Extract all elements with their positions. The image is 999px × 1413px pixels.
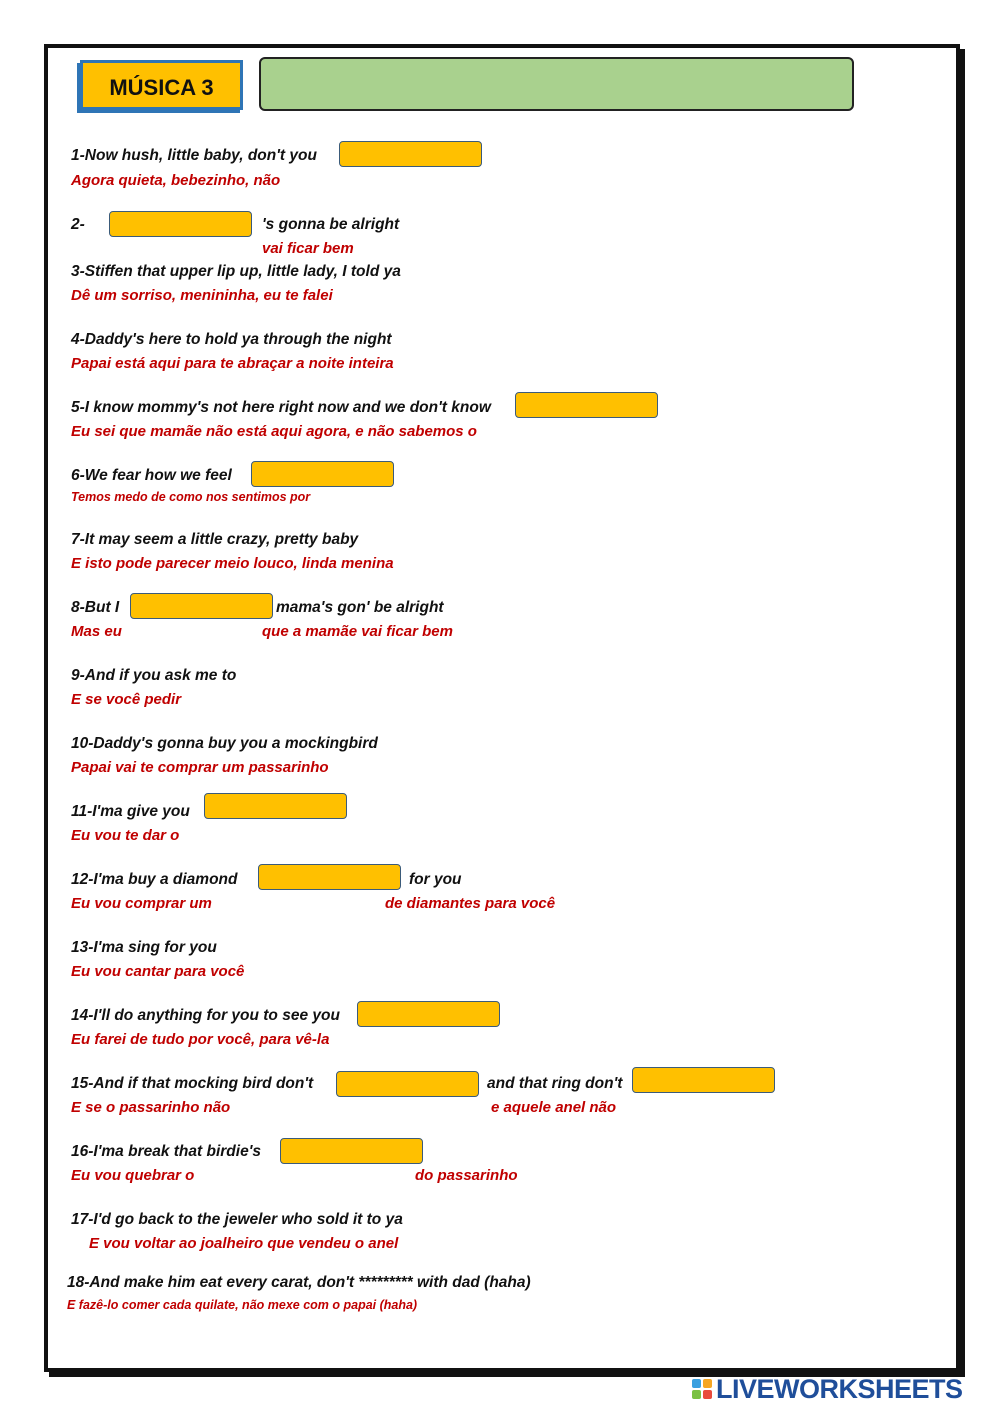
line-5-portuguese: Eu sei que mamãe não está aqui agora, e não sabemos o xyxy=(71,423,477,440)
blank-16[interactable] xyxy=(280,1138,423,1164)
line-8-portuguese-start: Mas eu xyxy=(71,623,122,640)
line-10-portuguese: Papai vai te comprar um passarinho xyxy=(71,759,329,776)
line-9-portuguese: E se você pedir xyxy=(71,691,182,708)
line-7-english: 7-It may seem a little crazy, pretty baby xyxy=(71,531,359,548)
blank-6[interactable] xyxy=(251,461,394,487)
line-12-portuguese-start: Eu vou comprar um xyxy=(71,895,212,912)
blank-8[interactable] xyxy=(130,593,273,619)
line-5-english: 5-I know mommy's not here right now and we don't know xyxy=(71,399,491,416)
line-12-english-start: 12-I'ma buy a diamond xyxy=(71,871,238,888)
page-title: MÚSICA 3 xyxy=(109,75,214,100)
line-1-english: 1-Now hush, little baby, don't you xyxy=(71,147,317,164)
line-13-english: 13-I'ma sing for you xyxy=(71,939,217,956)
line-15-english-start: 15-And if that mocking bird don't xyxy=(71,1075,314,1092)
line-12-english-end: for you xyxy=(409,871,462,888)
blank-5[interactable] xyxy=(515,392,658,418)
line-8-english-start: 8-But I xyxy=(71,599,120,616)
logo-squares-icon xyxy=(692,1379,712,1399)
line-14-english: 14-I'll do anything for you to see you xyxy=(71,1007,340,1024)
line-8-english-end: mama's gon' be alright xyxy=(276,599,444,616)
line-11-english: 11-I'ma give you xyxy=(71,803,190,820)
logo-text: LIVEWORKSHEETS xyxy=(716,1373,963,1404)
blank-15a[interactable] xyxy=(336,1071,479,1097)
line-16-portuguese-end: do passarinho xyxy=(415,1167,518,1184)
line-15-portuguese-end: e aquele anel não xyxy=(491,1099,617,1116)
line-6-portuguese: Temos medo de como nos sentimos por xyxy=(71,490,311,504)
line-2-number: 2- xyxy=(71,216,85,233)
line-16-english: 16-I'ma break that birdie's xyxy=(71,1143,261,1160)
line-3-english: 3-Stiffen that upper lip up, little lady, I told ya xyxy=(71,263,401,280)
line-3-portuguese: Dê um sorriso, menininha, eu te falei xyxy=(71,287,333,304)
line-18-portuguese: E fazê-lo comer cada quilate, não mexe com o papai (haha) xyxy=(67,1298,418,1312)
blank-15b[interactable] xyxy=(632,1067,775,1093)
answer-box[interactable] xyxy=(259,57,854,111)
line-2-english: 's gonna be alright xyxy=(262,216,400,233)
line-1-portuguese: Agora quieta, bebezinho, não xyxy=(71,172,281,189)
line-14-portuguese: Eu farei de tudo por você, para vê-la xyxy=(71,1031,330,1048)
line-2-portuguese: vai ficar bem xyxy=(262,240,354,257)
line-18-english: 18-And make him eat every carat, don't ********* with dad (haha) xyxy=(67,1274,531,1291)
title-box xyxy=(80,60,243,110)
line-8-portuguese-end: que a mamãe vai ficar bem xyxy=(262,623,453,640)
line-16-portuguese-start: Eu vou quebrar o xyxy=(71,1167,195,1184)
line-15-portuguese-start: E se o passarinho não xyxy=(71,1099,231,1116)
line-12-portuguese-end: de diamantes para você xyxy=(385,895,556,912)
blank-2[interactable] xyxy=(109,211,252,237)
blank-12[interactable] xyxy=(258,864,401,890)
liveworksheets-logo[interactable] xyxy=(692,1374,963,1404)
line-13-portuguese: Eu vou cantar para você xyxy=(71,963,245,980)
line-10-english: 10-Daddy's gonna buy you a mockingbird xyxy=(71,735,378,752)
line-4-english: 4-Daddy's here to hold ya through the night xyxy=(71,331,392,348)
line-17-english: 17-I'd go back to the jeweler who sold it to ya xyxy=(71,1211,403,1228)
line-4-portuguese: Papai está aqui para te abraçar a noite inteira xyxy=(71,355,394,372)
line-6-english: 6-We fear how we feel xyxy=(71,467,232,484)
line-17-portuguese: E vou voltar ao joalheiro que vendeu o anel xyxy=(89,1235,399,1252)
blank-11[interactable] xyxy=(204,793,347,819)
blank-1[interactable] xyxy=(339,141,482,167)
blank-14[interactable] xyxy=(357,1001,500,1027)
line-15-english-end: and that ring don't xyxy=(487,1075,623,1092)
line-11-portuguese: Eu vou te dar o xyxy=(71,827,180,844)
line-7-portuguese: E isto pode parecer meio louco, linda menina xyxy=(71,555,394,572)
line-9-english: 9-And if you ask me to xyxy=(71,667,237,684)
